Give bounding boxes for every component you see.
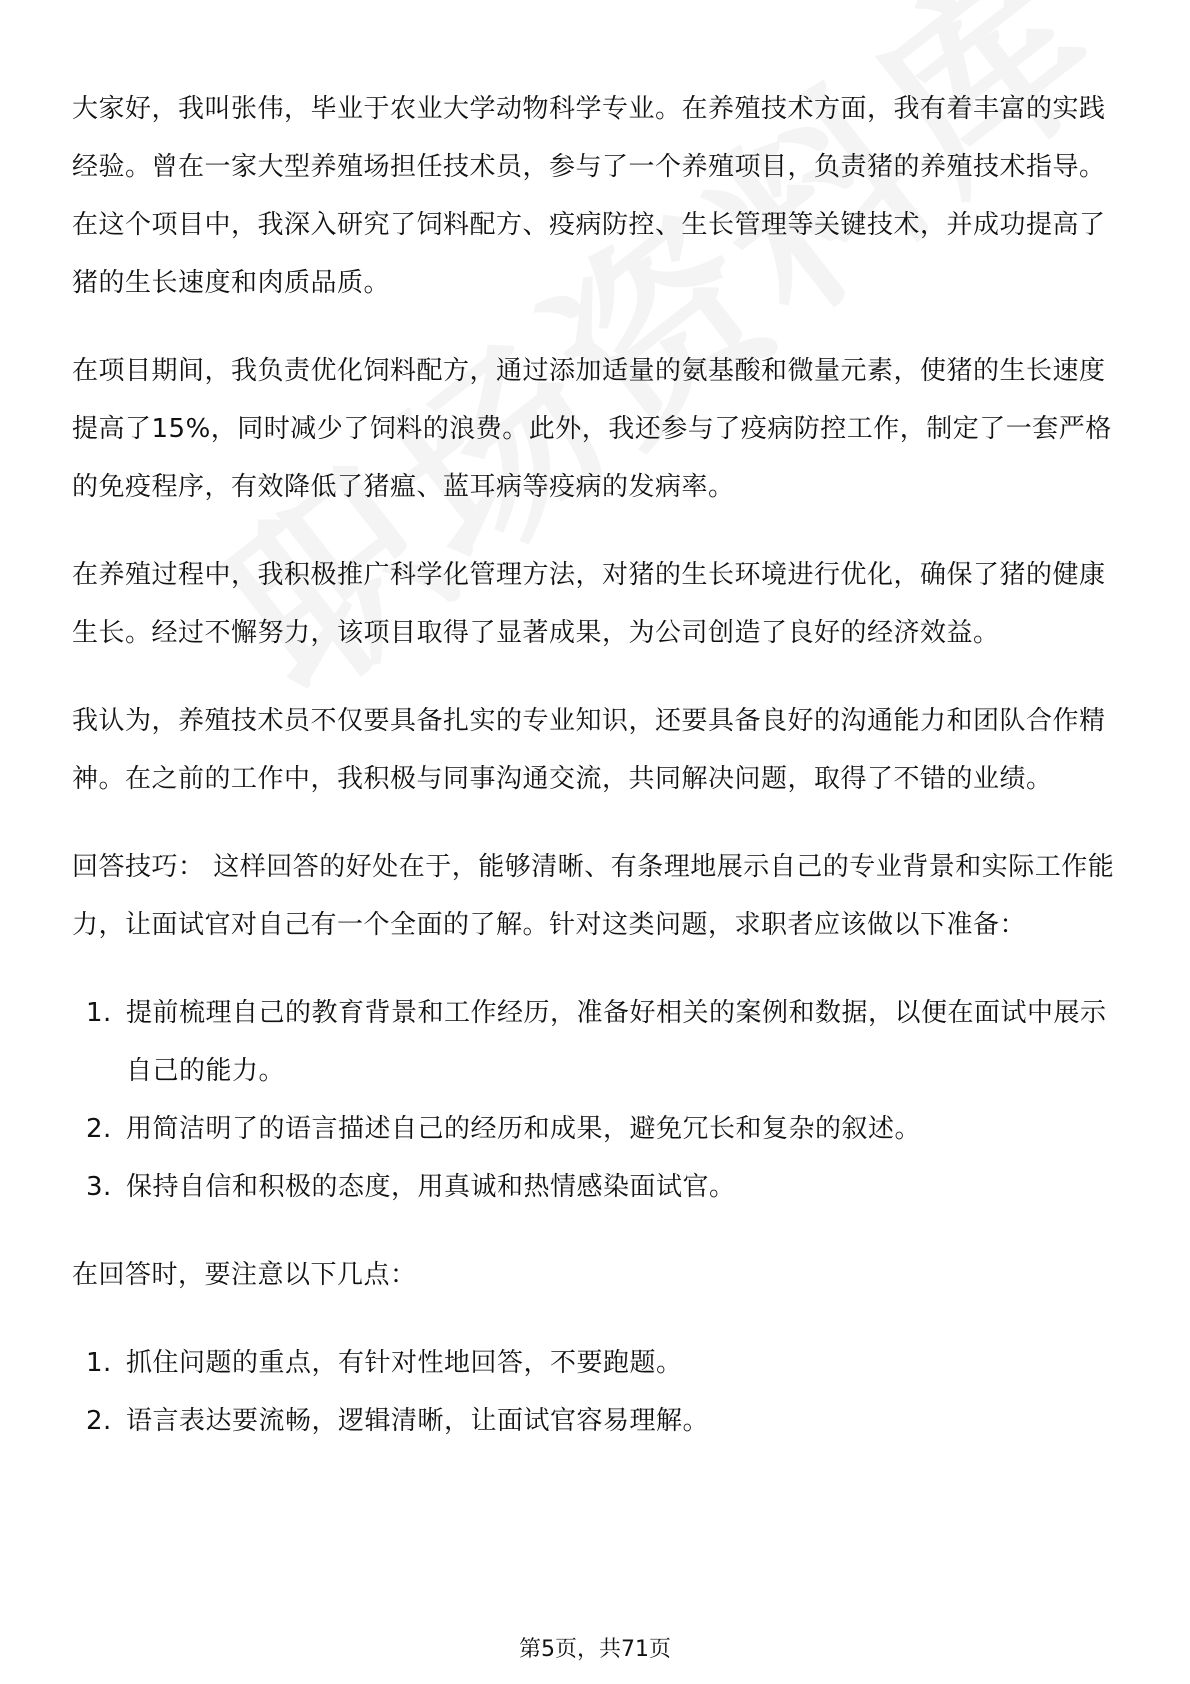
- list-number: 2.: [86, 1114, 112, 1144]
- list-item: [72, 984, 1122, 1100]
- list-item: [72, 1158, 1122, 1216]
- list-text: 提前梳理自己的教育背景和工作经历，准备好相关的案例和数据，以便在面试中展示自己的能力。: [126, 998, 1107, 1086]
- list-item: [72, 1392, 1122, 1450]
- paragraph-opinion: 我认为，养殖技术员不仅要具备扎实的专业知识，还要具备良好的沟通能力和团队合作精神。在之前的工作中，我积极与同事沟通交流，共同解决问题，取得了不错的业绩。: [72, 706, 1106, 794]
- paragraph-project: 在项目期间，我负责优化饲料配方，通过添加适量的氨基酸和微量元素，使猪的生长速度提高了15%，同时减少了饲料的浪费。此外，我还参与了疫病防控工作，制定了一套严格的免疫程序，有效降低了猪瘟、蓝耳病等疫病的发病率。: [72, 356, 1112, 502]
- list-item: [72, 1334, 1122, 1392]
- preparation-list: [72, 984, 1122, 1216]
- list-number: 2.: [86, 1406, 112, 1436]
- list-text: 语言表达要流畅，逻辑清晰，让面试官容易理解。: [126, 1406, 710, 1436]
- list-text: 保持自信和积极的态度，用真诚和热情感染面试官。: [126, 1172, 736, 1202]
- list-number: 1.: [86, 1348, 112, 1378]
- list-text: 用简洁明了的语言描述自己的经历和成果，避免冗长和复杂的叙述。: [126, 1114, 922, 1144]
- paragraph-notes: 在回答时，要注意以下几点：: [72, 1260, 417, 1290]
- paragraph-tips: 回答技巧： 这样回答的好处在于，能够清晰、有条理地展示自己的专业背景和实际工作能力，让面试官对自己有一个全面的了解。针对这类问题，求职者应该做以下准备：: [72, 852, 1115, 940]
- list-number: 1.: [86, 998, 112, 1028]
- paragraph-intro: 大家好，我叫张伟，毕业于农业大学动物科学专业。在养殖技术方面，我有着丰富的实践经验。曾在一家大型养殖场担任技术员，参与了一个养殖项目，负责猪的养殖技术指导。在这个项目中，我深入研究了饲料配方、疫病防控、生长管理等关键技术，并成功提高了猪的生长速度和肉质品质。: [72, 94, 1106, 298]
- list-number: 3.: [86, 1172, 112, 1202]
- page-footer: 第5页，共71页: [519, 1637, 671, 1662]
- list-text: 抓住问题的重点，有针对性地回答，不要跑题。: [126, 1348, 683, 1378]
- notes-list: [72, 1334, 1122, 1450]
- list-item: [72, 1100, 1122, 1158]
- page-content: [72, 80, 1122, 1480]
- paragraph-management: 在养殖过程中，我积极推广科学化管理方法，对猪的生长环境进行优化，确保了猪的健康生长。经过不懈努力，该项目取得了显著成果，为公司创造了良好的经济效益。: [72, 560, 1106, 648]
